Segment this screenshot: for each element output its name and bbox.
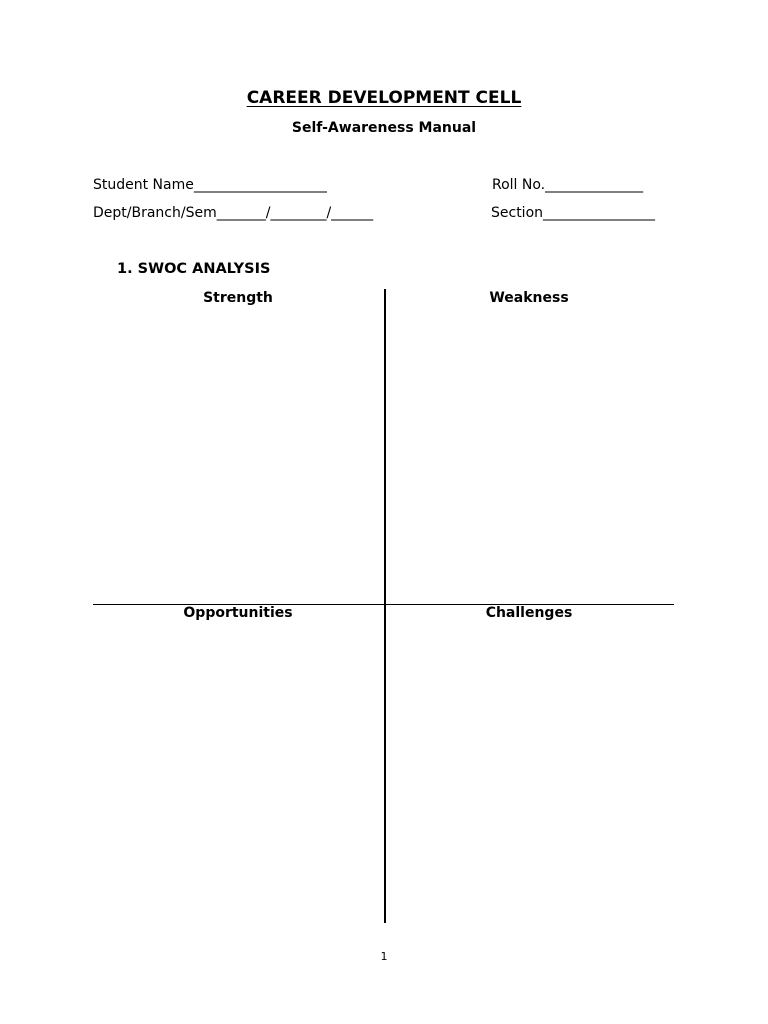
page-subtitle: Self-Awareness Manual [291,120,477,136]
challenges-label: Challenges [485,605,573,621]
roll-no-field: Roll No.______________ [492,177,644,193]
swoc-analysis-heading: 1. SWOC ANALYSIS [117,261,271,277]
weakness-label: Weakness [489,290,569,306]
page-title: CAREER DEVELOPMENT CELL [246,88,522,108]
opportunities-label: Opportunities [183,605,293,621]
dept-branch-sem-field: Dept/Branch/Sem_______/________/______ [93,205,374,221]
student-name-field: Student Name___________________ [93,177,327,193]
strength-label: Strength [203,290,273,306]
page-number: 1 [380,950,388,963]
section-field: Section________________ [491,205,656,221]
